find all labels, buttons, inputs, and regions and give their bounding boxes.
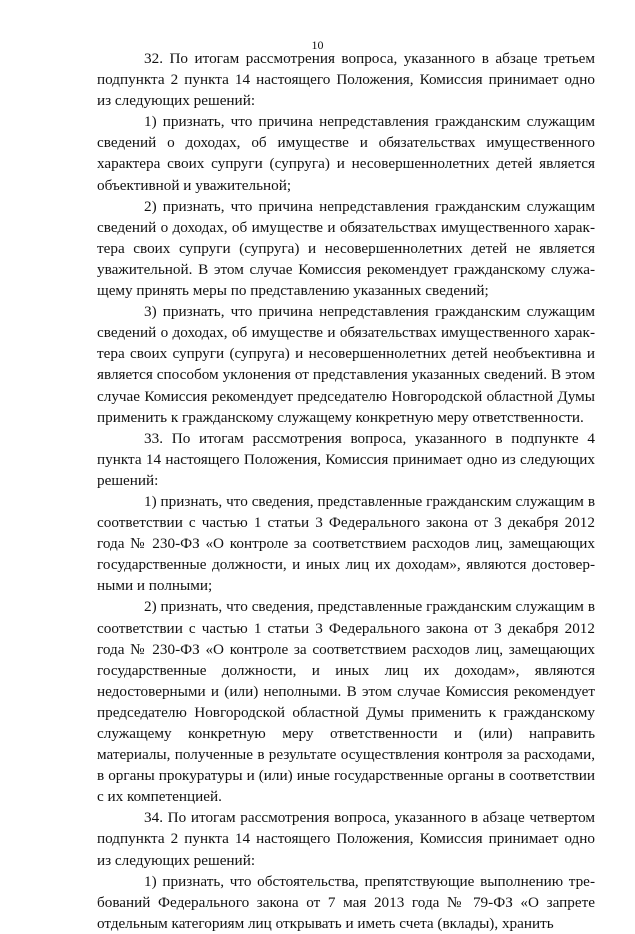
paragraph-33-item-1: 1) признать, что сведения, представленные гражданским служащим в соответствии с частью 1 статьи 3 Федерального закона от 3 декабря 2012 года № 230-ФЗ «О контроле за соответствием расходов лиц, замещающих государственные должности, и иных лиц их доходам», являются достоверными и полными; (97, 492, 595, 595)
paragraph-32-item-2: 2) признать, что причина непредставления гражданским служащим сведений о доходах, об имуществе и обязательствах имущественного характера своих супруги (супруга) и несовершеннолетних детей не является уважительной. В этом случае Комиссия рекомендует гражданскому служащему принять меры по представлению указанных сведений; (97, 197, 595, 300)
paragraph-32-item-3: 3) признать, что причина непредставления гражданским служащим сведений о доходах, об имуществе и обязательствах имущественного характера своих супруги (супруга) и несовершеннолетних детей необъективна и является способом уклонения от представления указанных сведений. В этом случае Комиссия рекомендует председателю Новгородской областной Думы применить к гражданскому служащему конкретную меру ответственности. (97, 303, 595, 426)
paragraph-33: 33. По итогам рассмотрения вопроса, указанного в подпункте 4 пункта 14 настоящего Положения, Комиссия принимает одно из следующих решений: (97, 429, 595, 489)
page-number: 10 (311, 38, 324, 52)
paragraph-34: 34. По итогам рассмотрения вопроса, указанного в абзаце четвертом подпункта 2 пункта 14 настоящего Положения, Комиссия принимает одно из следующих решений: (97, 809, 595, 869)
paragraph-32: 32. По итогам рассмотрения вопроса, указанного в абзаце третьем подпункта 2 пункта 14 настоящего Положения, Комиссия принимает одно из следующих решений: (97, 50, 595, 110)
paragraph-32-item-1: 1) признать, что причина непредставления гражданским служащим сведений о доходах, об имуществе и обязательствах имущественного характера своих супруги (супруга) и несовершеннолетних детей является объективной и уважительной; (97, 113, 595, 194)
document-body (97, 48, 595, 934)
paragraph-33-item-2: 2) признать, что сведения, представленные гражданским служащим в соответствии с частью 1 статьи 3 Федерального закона от 3 декабря 2012 года № 230-ФЗ «О контроле за соответствием расходов лиц, замещающих государственные должности, и иных лиц их доходам», являются недостоверными и (или) неполными. В этом случае Комиссия рекомендует председателю Новгородской областной Думы применить к гражданскому служащему конкретную меру ответственности и (или) направить материалы, полученные в результате осуществления контроля за расходами, в органы прокуратуры и (или) иные государственные органы в соответствии с их компетенцией. (97, 598, 595, 806)
paragraph-34-item-1: 1) признать, что обстоятельства, препятствующие выполнению требований Федерального закона от 7 мая 2013 года № 79-ФЗ «О запрете отдельным категориям лиц открывать и иметь счета (вклады), хранить (97, 872, 595, 932)
